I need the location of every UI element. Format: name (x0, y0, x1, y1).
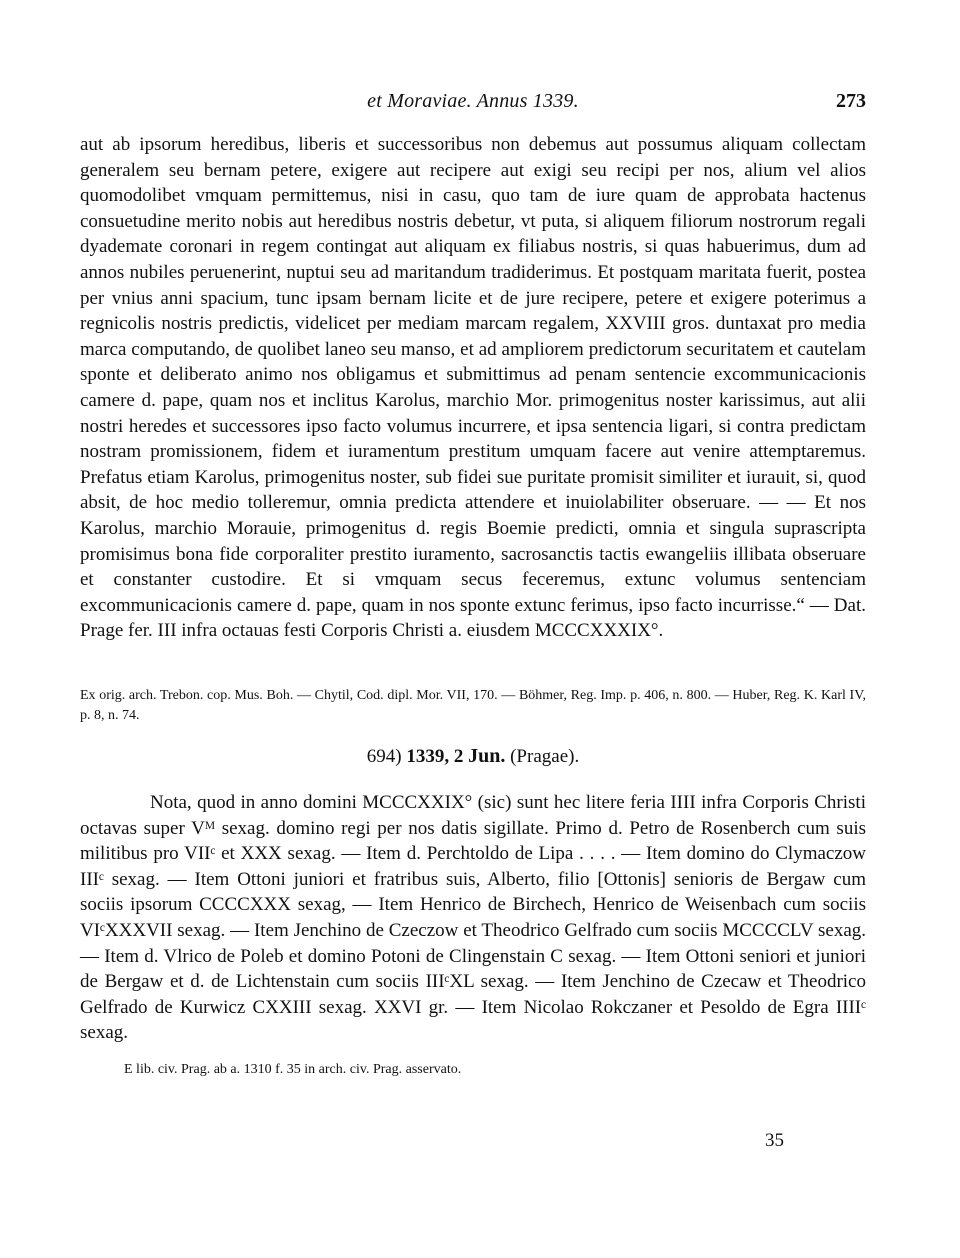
running-title: et Moraviae. Annus 1339. (367, 90, 579, 112)
main-text-paragraph: aut ab ipsorum heredibus, liberis et successoribus non debemus aut possumus aliquam collectam generalem seu bernam petere, exigere aut recipere aut exigi seu recipi per nos, alium vel alios quomodolibet vmquam permittemus, nisi in casu, quo tam de iure quam de approbata hactenus consuetudine merito nobis aut heredibus nostris debetur, vt puta, si aliquem filiorum nostrorum regali dyademate coronari in regem contingat aut aliquam ex filiabus nostris, si quas habuerimus, dum ad annos nubiles peruenerint, nuptui seu ad maritandum tradiderimus. Et postquam maritata fuerit, postea per vnius anni spacium, tunc ipsam bernam licite et de jure recipere, petere et exigere poterimus a regnicolis nostris predictis, videlicet per mediam marcam regalem, XXVIII gros. duntaxat pro media marca computando, de quolibet laneo seu manso, et ad ampliorem predictorum securitatem et cautelam sponte et deliberato animo nos obligamus et submittimus ad penam sentencie excommunicacionis camere d. pape, quam nos et inclitus Karolus, marchio Mor. primogenitus noster karissimus, aut alii nostri heredes et successores ipso facto volumus incurrere, et ipsa sentencia ligari, si contra predictam nostram promissionem, fidem et iuramentum prestitum umquam facere aut venire attemptaremus. Prefatus etiam Karolus, primogenitus noster, sub fidei sue puritate promisit similiter et iurauit, si, quod absit, de hoc medio tolleremur, omnia predicta attendere et inuiolabiliter obseruare. — — Et nos Karolus, marchio Morauie, primogenitus d. regis Boemie predicti, omnia et singula suprascripta promisimus bona fide corporaliter prestito iuramento, sacrosanctis tactis ewangeliis illibata obseruare et constanter custodire. Et si vmquam secus feceremus, extunc volumus sentenciam excommunicacionis camere d. pape, quam in nos sponte extunc ferimus, ipso facto incurrisse.“ — Dat. Prage fer. III infra octauas festi Corporis Christi a. eiusdem MCCCXXXIX°. (80, 134, 866, 642)
document-text-paragraph: Nota, quod in anno domini MCCCXXIX° (sic) sunt hec litere feria IIII infra Corporis Christi octavas super Vᴹ sexag. domino regi per nos datis sigillate. Primo d. Petro de Rosenberch cum suis militibus pro VIIᶜ et XXX sexag. — Item d. Perchtoldo de Lipa . . . . — Item domino do Clymaczow IIIᶜ sexag. — Item Ottoni juniori et fratribus suis, Alberto, filio [Ottonis] senioris de Bergaw cum sociis ipsorum CCCCXXX sexag, — Item Henrico de Birchech, Henrico de Weisenbach cum sociis VIᶜXXXVII sexag. — Item Jenchino de Czeczow et Theodrico Gelfrado cum sociis MCCCCLV sexag. — Item d. Vlrico de Poleb et domino Potoni de Clingenstain C sexag. — Item Ottoni seniori et juniori de Bergaw et d. de Lichtenstain cum sociis IIIᶜXL sexag. — Item Jenchino de Czecaw et Theodrico Gelfrado de Kurwicz CXXIII sexag. XXVI gr. — Item Nicolao Rokczaner et Pesoldo de Egra IIIIᶜ sexag. (80, 792, 866, 1044)
source-note: Ex orig. arch. Trebon. cop. Mus. Boh. — Chytil, Cod. dipl. Mor. VII, 170. — Böhmer, Reg. Imp. p. 406, n. 800. — Huber, Reg. K. Karl IV, p. 8, n. 74. (80, 688, 866, 723)
document-date: 1339, 2 (406, 746, 464, 767)
signature-mark: 35 (765, 1130, 784, 1151)
source-note-2: E lib. civ. Prag. ab a. 1310 f. 35 in arch. civ. Prag. asservato. (124, 1062, 462, 1077)
page-header (80, 90, 866, 120)
document-place: (Pragae). (510, 746, 580, 767)
document-heading (80, 745, 866, 768)
document-number: 694) (366, 746, 402, 767)
document-month: Jun. (468, 745, 506, 767)
page-number: 273 (836, 90, 866, 112)
